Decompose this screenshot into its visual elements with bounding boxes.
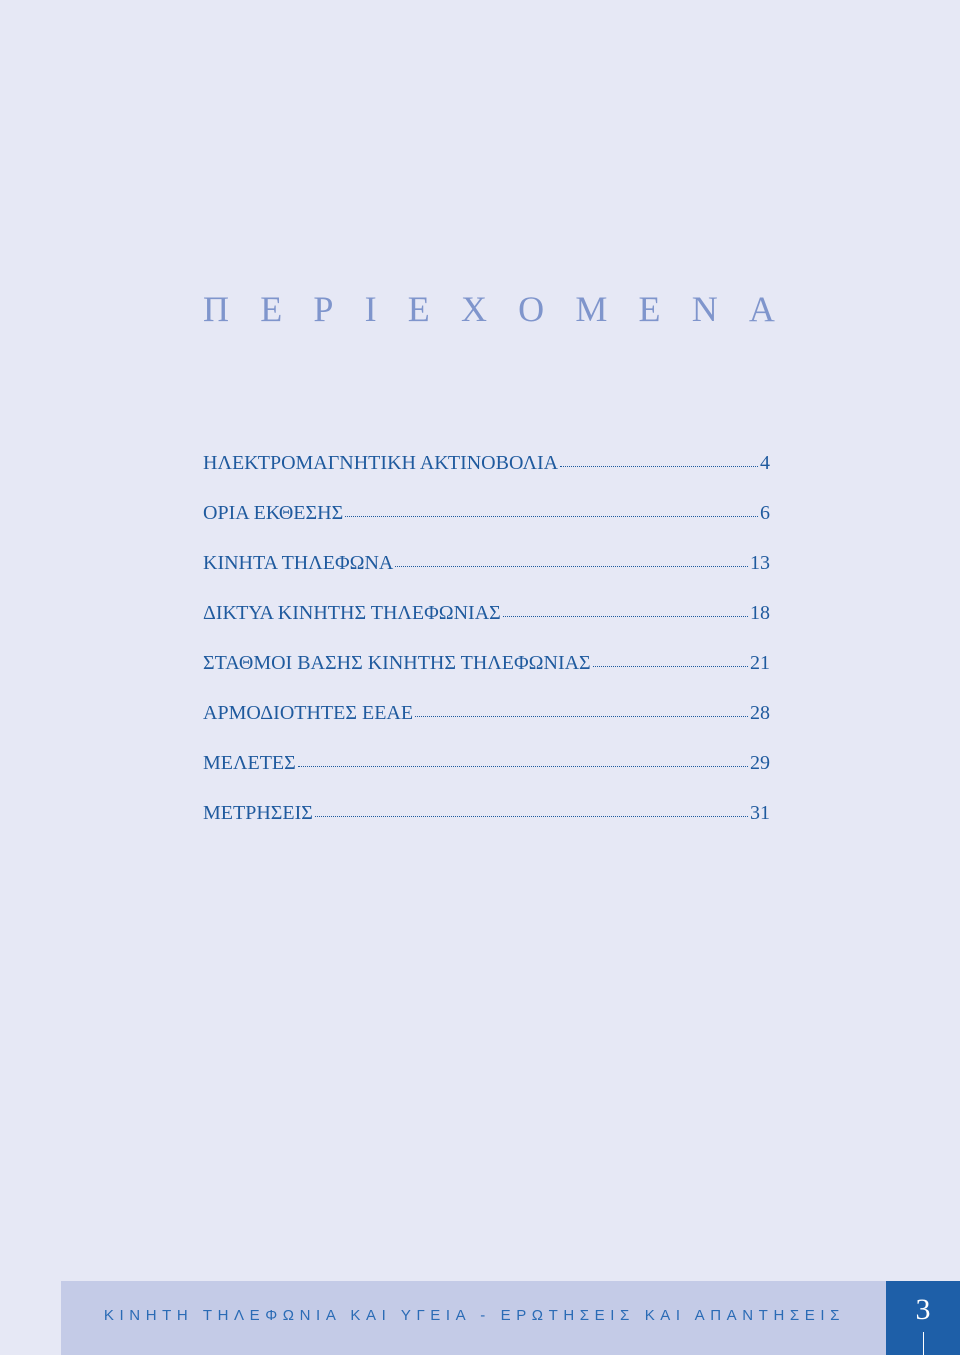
title-letter: Α: [748, 289, 775, 329]
dot-leader: [315, 816, 748, 817]
toc-entry-mobile-networks[interactable]: [203, 598, 770, 648]
dot-leader: [345, 516, 758, 517]
title-letter: Ε: [638, 289, 661, 329]
toc-entry-page: 13: [750, 552, 770, 574]
footer-band: [61, 1281, 886, 1355]
title-letter: Ε: [260, 289, 283, 329]
page-number-tab: [886, 1281, 960, 1355]
toc-entry-label: ΣΤΑΘΜΟΙ ΒΑΣΗΣ ΚΙΝΗΤΗΣ ΤΗΛΕΦΩΝΙΑΣ: [203, 652, 591, 674]
running-title: ΚΙΝΗΤΗ ΤΗΛΕΦΩΝΙΑ ΚΑΙ ΥΓΕΙΑ - ΕΡΩΤΗΣΕΙΣ ΚΑΙ ΑΠΑΝΤΗΣΕΙΣ: [103, 1307, 845, 1324]
toc-entry-label: ΜΕΛΕΤΕΣ: [203, 752, 296, 774]
toc-entry-measurements[interactable]: [203, 798, 770, 848]
toc-entry-label: ΚΙΝΗΤΑ ΤΗΛΕΦΩΝΑ: [203, 552, 394, 574]
title-letter: Χ: [460, 289, 487, 329]
toc-entry-electromagnetic-radiation[interactable]: [203, 448, 770, 498]
toc-entry-label: ΟΡΙΑ ΕΚΘΕΣΗΣ: [203, 502, 344, 524]
toc-entry-mobile-phones[interactable]: [203, 548, 770, 598]
toc-entry-studies[interactable]: [203, 748, 770, 798]
toc-entry-page: 6: [760, 502, 770, 524]
toc-entry-base-stations[interactable]: [203, 648, 770, 698]
toc-entry-page: 28: [750, 702, 770, 724]
page-number-rule: [923, 1332, 924, 1355]
dot-leader: [560, 466, 758, 467]
toc-entry-page: 29: [750, 752, 770, 774]
title-letter: Π: [203, 289, 229, 329]
dot-leader: [593, 666, 748, 667]
toc-entry-page: 4: [760, 452, 770, 474]
toc-entry-page: 21: [750, 652, 770, 674]
toc-entry-exposure-limits[interactable]: [203, 498, 770, 548]
title-letter: Ι: [364, 289, 377, 329]
toc-entry-label: ΑΡΜΟΔΙΟΤΗΤΕΣ ΕΕΑΕ: [203, 702, 414, 724]
toc-entry-label: ΜΕΤΡΗΣΕΙΣ: [203, 802, 313, 824]
dot-leader: [395, 566, 748, 567]
title-letter: Ν: [691, 289, 718, 329]
toc-entry-label: ΗΛΕΚΤΡΟΜΑΓΝΗΤΙΚΗ ΑΚΤΙΝΟΒΟΛΙΑ: [203, 452, 559, 474]
title-letter: Ε: [407, 289, 430, 329]
title-letter: Ρ: [313, 289, 334, 329]
dot-leader: [503, 616, 748, 617]
title-letter: Μ: [575, 289, 608, 329]
page-number: 3: [915, 1293, 931, 1326]
title-letter: Ο: [518, 289, 545, 329]
toc-entry-label: ΔΙΚΤΥΑ ΚΙΝΗΤΗΣ ΤΗΛΕΦΩΝΙΑΣ: [203, 602, 501, 624]
dot-leader: [298, 766, 748, 767]
table-of-contents: [203, 448, 770, 848]
toc-entry-page: 18: [750, 602, 770, 624]
toc-entry-eeae-responsibilities[interactable]: [203, 698, 770, 748]
dot-leader: [415, 716, 748, 717]
page-title: [203, 286, 775, 332]
toc-entry-page: 31: [750, 802, 770, 824]
